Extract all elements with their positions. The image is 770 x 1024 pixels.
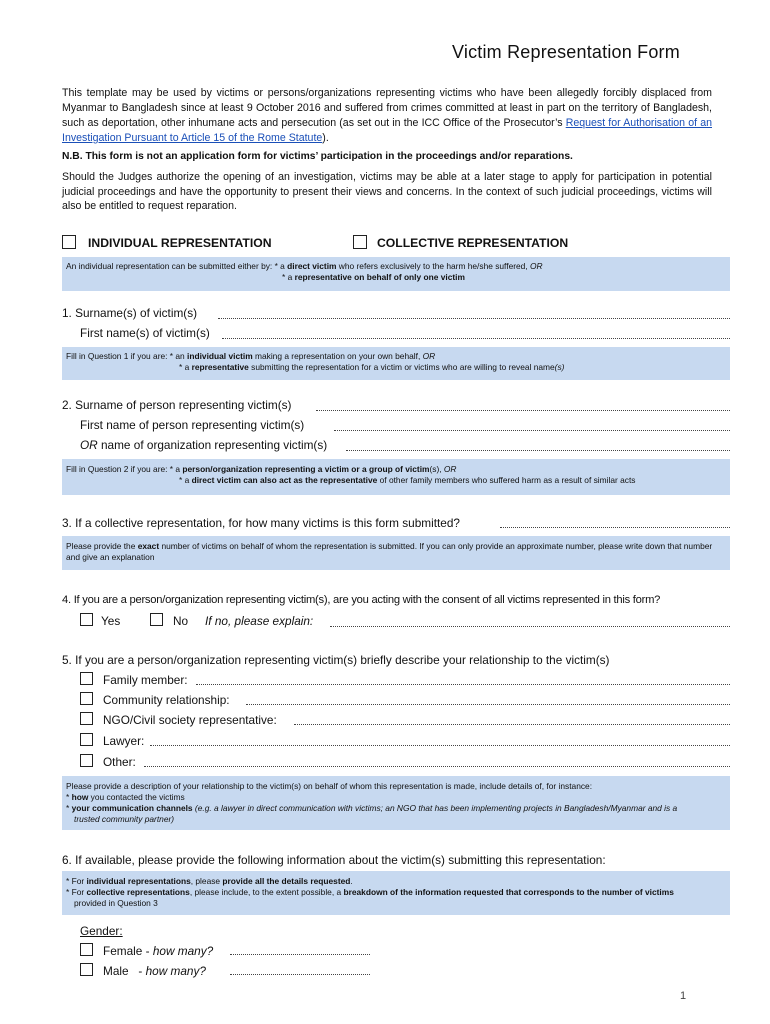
q2-org-text: name of organization representing victim(s) [97, 438, 328, 452]
q2-note-b: person/organization representing a victim or a group of victim [182, 464, 430, 474]
q5-community-label: Community relationship: [103, 693, 230, 707]
intro-end: ). [322, 132, 329, 144]
q5-lawyer-label: Lawyer: [103, 734, 145, 748]
q2-surname-label: 2. Surname of person representing victim(s) [62, 398, 292, 412]
q6-note-2b: collective representations [86, 887, 190, 897]
q4-no-checkbox[interactable] [150, 613, 163, 626]
q5-note-4: trusted community partner) [74, 814, 175, 824]
q6-note-1b: individual representations [86, 876, 191, 886]
q1-note-d: OR [422, 351, 436, 361]
q5-other-label: Other: [103, 755, 136, 769]
collective-representation-checkbox[interactable] [353, 235, 367, 249]
page-title: Victim Representation Form [452, 42, 680, 62]
page-number: 1 [680, 990, 687, 1002]
female-checkbox[interactable] [80, 943, 93, 956]
rep-note-c: who refers exclusively to the harm he/she suffered, [336, 261, 530, 271]
rome-statute-link[interactable]: Request for Authorisation of an Investigation Pursuant to Article 15 of the Rome Statute [62, 117, 712, 144]
q2-note-line2 [62, 475, 730, 486]
q3-note-b: exact [137, 541, 160, 551]
q1-note-g: submitting the representation for a victim or victims who are willing to reveal name [248, 362, 555, 372]
q5-note-3b: your communication channels [71, 803, 193, 813]
q2-org-input[interactable] [346, 450, 730, 451]
q6-note-2a: * For [66, 887, 87, 897]
male-label [103, 964, 206, 978]
q2-note-e: * a [179, 475, 192, 485]
representation-note-box [62, 257, 730, 291]
female-label [103, 944, 213, 958]
male-how-many: how many? [145, 964, 206, 978]
q1-note-box [62, 347, 730, 380]
male-count-input[interactable] [230, 974, 370, 975]
q5-note-2a: * [66, 792, 72, 802]
q6-note-box [62, 871, 730, 915]
q1-first-name-label: First name(s) of victim(s) [80, 326, 210, 340]
gender-heading: Gender: [80, 924, 123, 938]
rep-note-e: * a [282, 272, 295, 282]
intro-paragraph [62, 86, 712, 146]
q5-family-label: Family member: [103, 673, 188, 687]
q6-note-2c: , please include, to the extent possible, a [189, 887, 344, 897]
q2-first-name-label: First name of person representing victim(s) [80, 418, 305, 432]
q3-note-c: number of victims on behalf of whom the representation is submitted. If you can only provide an approximate number, please write down that number and give an explanation [66, 541, 713, 562]
q2-note-line1 [62, 459, 730, 475]
q1-note-a: Fill in Question 1 if you are: * an [66, 351, 188, 361]
q5-note-line1: Please provide a description of your relationship to the victim(s) on behalf of whom this representation is made, include details of, for instance: [66, 781, 593, 791]
q1-note-e: * a [179, 362, 192, 372]
q5-note-3c: (e.g. a lawyer in direct communication with victims; an NGO that has been implementing projects in Bangladesh/Myanmar and is a [192, 803, 678, 813]
q1-note-line1 [62, 347, 730, 362]
q6-note-line1 [62, 871, 730, 887]
q2-org-or: OR [80, 438, 98, 452]
q1-note-f: representative [191, 362, 249, 372]
q6-note-1c: , please [190, 876, 223, 886]
collective-representation-label: COLLECTIVE REPRESENTATION [377, 236, 569, 250]
q1-surname-label: 1. Surname(s) of victim(s) [62, 306, 198, 320]
q5-lawyer-checkbox[interactable] [80, 733, 93, 746]
q5-lawyer-input[interactable] [150, 745, 730, 746]
q5-ngo-label: NGO/Civil society representative: [103, 713, 277, 727]
individual-representation-checkbox[interactable] [62, 235, 76, 249]
q4-explain-label: If no, please explain: [205, 614, 314, 628]
q1-surname-input[interactable] [218, 318, 730, 319]
q3-count-input[interactable] [500, 527, 730, 528]
q2-note-c: (s), [429, 464, 444, 474]
q5-ngo-input[interactable] [294, 724, 730, 725]
q5-note-line3 [62, 803, 730, 814]
q5-note-2c: you contacted the victims [88, 792, 185, 802]
q3-label: 3. If a collective representation, for how many victims is this form submitted? [62, 516, 460, 530]
male-checkbox[interactable] [80, 963, 93, 976]
q5-other-checkbox[interactable] [80, 754, 93, 767]
q2-note-box [62, 459, 730, 495]
q5-ngo-checkbox[interactable] [80, 712, 93, 725]
q6-note-1d: provide all the details requested [222, 876, 351, 886]
q2-first-name-input[interactable] [334, 430, 730, 431]
rep-note-line1 [62, 257, 730, 272]
q5-note-line2 [62, 792, 730, 803]
q2-note-a: Fill in Question 2 if you are: * a [66, 464, 183, 474]
q5-note-box [62, 776, 730, 830]
q6-note-line2 [62, 887, 730, 898]
male-label-text: Male - [103, 964, 146, 978]
rep-note-f: representative on behalf of only one victim [294, 272, 465, 282]
q5-community-checkbox[interactable] [80, 692, 93, 705]
rep-note-a: An individual representation can be submitted either by: * a [66, 261, 288, 271]
female-how-many: how many? [152, 944, 214, 958]
q4-yes-label: Yes [101, 614, 121, 628]
q5-other-input[interactable] [144, 766, 730, 767]
q3-note-box [62, 536, 730, 570]
q1-note-c: making a representation on your own behalf, [252, 351, 423, 361]
female-label-text: Female - [103, 944, 153, 958]
q6-note-1e: . [350, 876, 353, 886]
judges-paragraph: Should the Judges authorize the opening of an investigation, victims may be able at a later stage to apply for participation in potential judicial proceedings and have the opportunity to present their views and concerns. In the context of such judicial proceedings, victims will also be entitled to request reparation. [62, 171, 712, 212]
nb-note: N.B. This form is not an application form for victims’ participation in the proceedings and/or reparations. [62, 151, 573, 162]
female-count-input[interactable] [230, 954, 370, 955]
q1-first-name-input[interactable] [222, 338, 730, 339]
q4-explain-input[interactable] [330, 626, 730, 627]
q2-surname-input[interactable] [316, 410, 730, 411]
q3-note-a: Please provide the [66, 541, 138, 551]
q5-note-line4 [62, 814, 730, 825]
q5-community-input[interactable] [246, 704, 730, 705]
q3-note-text [62, 536, 730, 563]
q2-note-f: direct victim can also act as the representative [191, 475, 378, 485]
q5-family-checkbox[interactable] [80, 672, 93, 685]
individual-representation-label: INDIVIDUAL REPRESENTATION [88, 236, 272, 250]
q5-family-input[interactable] [196, 684, 730, 685]
q6-note-line3: provided in Question 3 [74, 898, 158, 908]
rep-note-d: OR [529, 261, 543, 271]
q2-note-g: of other family members who suffered harm as a result of similar acts [377, 475, 636, 485]
q2-note-d: OR [443, 464, 457, 474]
q1-note-line2 [62, 362, 730, 373]
q6-label: 6. If available, please provide the following information about the victim(s) submitting this representation: [62, 853, 606, 867]
q2-org-label [80, 438, 327, 452]
q6-note-2d: breakdown of the information requested that corresponds to the number of victims [343, 887, 674, 897]
q5-label: 5. If you are a person/organization representing victim(s) briefly describe your relationship to the victim(s) [62, 653, 610, 667]
rep-note-b: direct victim [287, 261, 337, 271]
q4-no-label: No [173, 614, 189, 628]
q4-label: 4. If you are a person/organization representing victim(s), are you acting with the consent of all victims represented in this form? [62, 594, 661, 606]
q5-note-2b: how [71, 792, 89, 802]
intro-text: This template may be used by victims or persons/organizations representing victims who have been allegedly forcibly displaced from Myanmar to Bangladesh since at least 9 October 2016 and suffered from crimes committed at least in part on the territory of Bangladesh, such as deportation, other inhumane acts and persecution (as set out in the ICC Office of the Prosecutor’s [62, 87, 712, 129]
q4-yes-checkbox[interactable] [80, 613, 93, 626]
q5-note-3a: * [66, 803, 72, 813]
q6-note-1a: * For [66, 876, 87, 886]
q1-note-h: (s) [554, 362, 565, 372]
rep-note-line2 [62, 272, 730, 283]
q1-note-b: individual victim [187, 351, 253, 361]
